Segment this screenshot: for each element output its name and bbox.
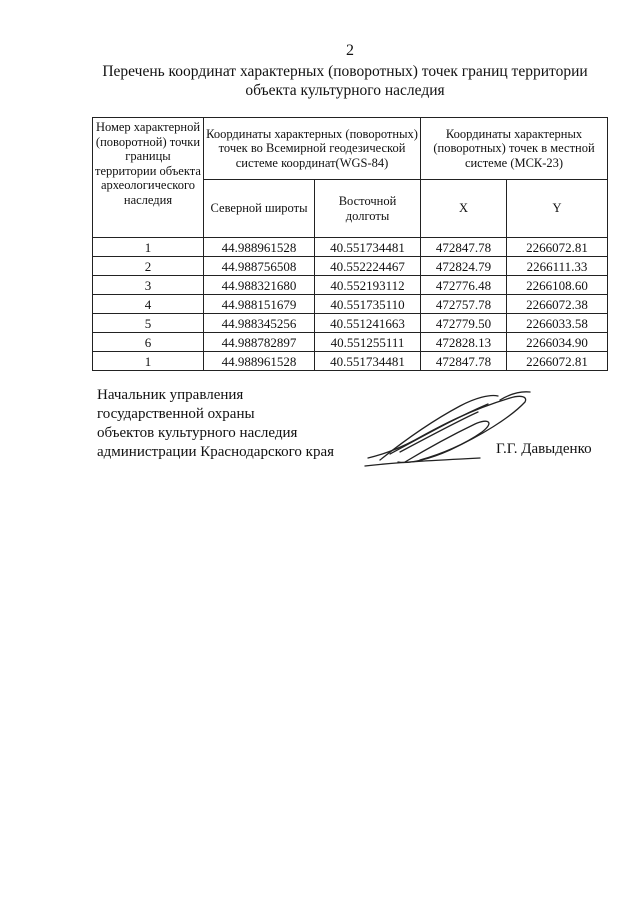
table-row bbox=[93, 295, 608, 314]
cell-latitude: 44.988151679 bbox=[204, 295, 315, 314]
cell-latitude: 44.988782897 bbox=[204, 333, 315, 352]
document-title bbox=[80, 62, 610, 100]
header-x: X bbox=[421, 180, 507, 238]
signatory-line-2: государственной охраны bbox=[97, 406, 255, 422]
cell-x: 472828.13 bbox=[421, 333, 507, 352]
cell-x: 472847.78 bbox=[421, 238, 507, 257]
table-row bbox=[93, 333, 608, 352]
header-north-latitude: Северной широты bbox=[204, 180, 315, 238]
cell-y: 2266108.60 bbox=[507, 276, 608, 295]
cell-y: 2266034.90 bbox=[507, 333, 608, 352]
signatory-line-1: Начальник управления bbox=[97, 387, 244, 403]
cell-longitude: 40.552193112 bbox=[315, 276, 421, 295]
cell-x: 472824.79 bbox=[421, 257, 507, 276]
cell-longitude: 40.551241663 bbox=[315, 314, 421, 333]
signatory-line-3: объектов культурного наследия bbox=[97, 425, 298, 441]
cell-longitude: 40.551735110 bbox=[315, 295, 421, 314]
cell-point: 2 bbox=[93, 257, 204, 276]
handwritten-signature bbox=[360, 388, 540, 478]
header-wgs-coordinates: Координаты характерных (поворотных) точек во Всемирной геодезической системе координат(WGS-84) bbox=[204, 118, 421, 180]
cell-y: 2266072.81 bbox=[507, 352, 608, 371]
cell-longitude: 40.551734481 bbox=[315, 238, 421, 257]
cell-point: 5 bbox=[93, 314, 204, 333]
document-title-line-2: объекта культурного наследия bbox=[245, 82, 445, 99]
cell-longitude: 40.552224467 bbox=[315, 257, 421, 276]
cell-latitude: 44.988345256 bbox=[204, 314, 315, 333]
cell-latitude: 44.988961528 bbox=[204, 352, 315, 371]
header-point-number: Номер характерной (поворотной) точки границы территории объекта археологического наследия bbox=[93, 118, 204, 238]
cell-point: 1 bbox=[93, 352, 204, 371]
cell-longitude: 40.551734481 bbox=[315, 352, 421, 371]
cell-latitude: 44.988321680 bbox=[204, 276, 315, 295]
cell-x: 472779.50 bbox=[421, 314, 507, 333]
cell-point: 6 bbox=[93, 333, 204, 352]
table-row bbox=[93, 238, 608, 257]
table-row bbox=[93, 257, 608, 276]
table-row bbox=[93, 276, 608, 295]
cell-latitude: 44.988756508 bbox=[204, 257, 315, 276]
cell-x: 472847.78 bbox=[421, 352, 507, 371]
header-east-longitude: Восточной долготы bbox=[315, 180, 421, 238]
signatory-position bbox=[97, 386, 334, 462]
table-row bbox=[93, 352, 608, 371]
cell-y: 2266072.38 bbox=[507, 295, 608, 314]
cell-y: 2266072.81 bbox=[507, 238, 608, 257]
cell-point: 1 bbox=[93, 238, 204, 257]
cell-longitude: 40.551255111 bbox=[315, 333, 421, 352]
cell-y: 2266111.33 bbox=[507, 257, 608, 276]
cell-x: 472757.78 bbox=[421, 295, 507, 314]
header-y: Y bbox=[507, 180, 608, 238]
cell-y: 2266033.58 bbox=[507, 314, 608, 333]
document-title-line-1: Перечень координат характерных (поворотных) точек границ территории bbox=[102, 63, 588, 80]
table-row bbox=[93, 314, 608, 333]
cell-point: 3 bbox=[93, 276, 204, 295]
header-local-coordinates: Координаты характерных (поворотных) точек в местной системе (МСК-23) bbox=[421, 118, 608, 180]
cell-x: 472776.48 bbox=[421, 276, 507, 295]
page-number: 2 bbox=[346, 42, 354, 59]
signatory-line-4: администрации Краснодарского края bbox=[97, 444, 335, 460]
coordinates-table bbox=[92, 117, 608, 371]
cell-point: 4 bbox=[93, 295, 204, 314]
signer-name: Г.Г. Давыденко bbox=[496, 441, 592, 457]
cell-latitude: 44.988961528 bbox=[204, 238, 315, 257]
